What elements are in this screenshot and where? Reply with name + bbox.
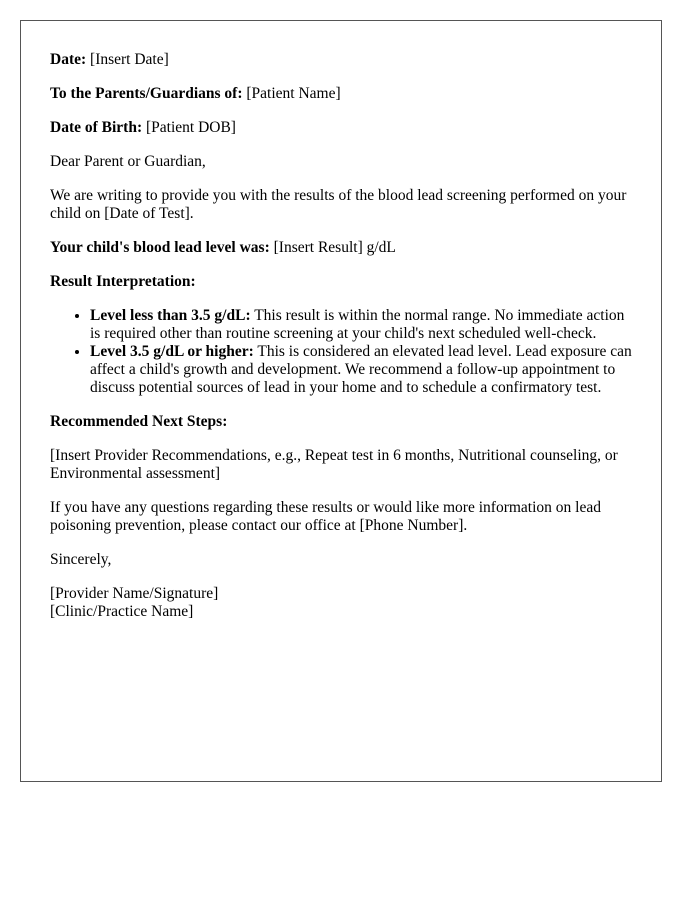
date-line <box>50 51 632 69</box>
interpretation-list <box>50 307 632 397</box>
item-label: Level 3.5 g/dL or higher: <box>90 343 254 360</box>
closing: Sincerely, <box>50 551 112 568</box>
recipient-value: [Patient Name] <box>246 85 341 102</box>
interpretation-heading <box>50 273 632 291</box>
list-item <box>90 343 632 397</box>
next-steps-heading-text: Recommended Next Steps: <box>50 413 228 430</box>
date-label: Date: <box>50 51 87 68</box>
item-text: This is considered an elevated lead level. Lead exposure can affect a child's growth and development. We recommend a follow-up appointment to discuss potential sources of lead in your home and to schedule a confirmatory test. <box>90 343 632 396</box>
list-item <box>90 307 632 343</box>
next-steps-text: [Insert Provider Recommendations, e.g., Repeat test in 6 months, Nutritional counseling, or Environmental assessment] <box>50 447 618 482</box>
intro-paragraph: We are writing to provide you with the results of the blood lead screening performed on your child on [Date of Test]. <box>50 187 627 222</box>
clinic-name: [Clinic/Practice Name] <box>50 603 194 620</box>
date-value: [Insert Date] <box>90 51 169 68</box>
dob-line <box>50 119 632 137</box>
recipient-line <box>50 85 632 103</box>
letter <box>20 20 662 782</box>
result-line <box>50 239 632 257</box>
provider-name: [Provider Name/Signature] <box>50 585 219 602</box>
salutation: Dear Parent or Guardian, <box>50 153 206 170</box>
dob-label: Date of Birth: <box>50 119 143 136</box>
result-value: [Insert Result] g/dL <box>273 239 396 256</box>
recipient-label: To the Parents/Guardians of: <box>50 85 243 102</box>
signature-block <box>50 585 632 621</box>
item-label: Level less than 3.5 g/dL: <box>90 307 251 324</box>
interpretation-heading-text: Result Interpretation: <box>50 273 196 290</box>
contact-paragraph: If you have any questions regarding these results or would like more information on lead poisoning prevention, please contact our office at [Phone Number]. <box>50 499 601 534</box>
next-steps-heading <box>50 413 632 431</box>
dob-value: [Patient DOB] <box>146 119 236 136</box>
item-text: This result is within the normal range. No immediate action is required other than routine screening at your child's next scheduled well-check. <box>90 307 625 342</box>
result-label: Your child's blood lead level was: <box>50 239 270 256</box>
